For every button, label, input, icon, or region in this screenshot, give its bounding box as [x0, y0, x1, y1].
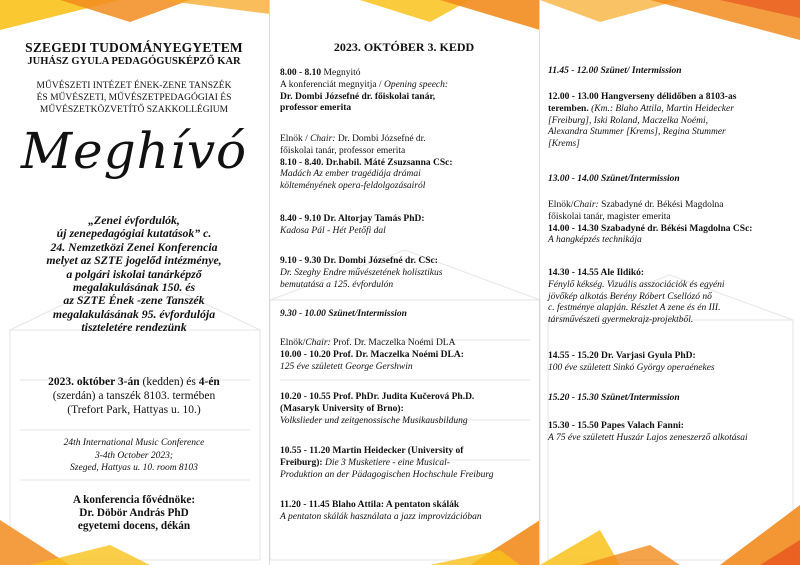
- faculty-name: JUHÁSZ GYULA PEDAGÓGUSKÉPZŐ KAR: [27, 56, 241, 67]
- program-text: A hangképzés technikája: [548, 235, 642, 246]
- program-text: [Freiburg], Iski Roland, Maczelka Noémi,: [548, 115, 708, 126]
- program-text: Elnök/: [280, 338, 306, 348]
- program-item: [280, 256, 532, 291]
- program-item: [280, 68, 532, 115]
- program-text: bemutatása a 125. évfordulón: [280, 279, 394, 290]
- program-text: 9.30 - 10.00 Szünet/Intermission: [280, 309, 407, 319]
- program-line: [548, 303, 794, 315]
- program-text: Opening speech:: [383, 79, 449, 90]
- program-line: [280, 309, 532, 321]
- program-text: 11.20 - 11.45 Blaho Attila: A pentaton skálák: [280, 500, 460, 510]
- program-text: A pentaton skálák használata a jazz improvizációban: [280, 511, 482, 522]
- program-line: [280, 512, 532, 524]
- program-text: 15.20 - 15.30 Szünet/Intermission: [548, 393, 680, 403]
- program-line: [280, 103, 532, 115]
- program-text: Elnök /: [280, 134, 311, 144]
- program-line: [280, 338, 532, 350]
- institute-name: MŰVÉSZETI INTÉZET ÉNEK-ZENE TANSZÉK ÉS MŰVÉSZETI, MŰVÉSZETPEDAGÓGIAI ÉS MŰVÉSZETKÖZVETÍTŐ SZAKKOLLÉGIUM: [36, 81, 232, 115]
- program-text: 14.00 - 14.30 Szabadyné dr. Békési Magdolna CSc:: [548, 223, 753, 234]
- program-line: [280, 226, 532, 238]
- program-text: professor emerita: [280, 103, 352, 114]
- program-text: 14.55 - 15.20 Dr. Varjasi Gyula PhD:: [548, 351, 696, 361]
- program-line: [548, 127, 794, 139]
- program-item: [548, 92, 794, 151]
- program-line: [548, 66, 794, 78]
- program-line: [280, 404, 532, 416]
- program-line: [548, 200, 794, 212]
- program-text: Chair:: [305, 338, 331, 348]
- program-text: Dr. Dombi Józsefné dr.: [335, 134, 426, 144]
- program-text: Die 3 Musketiere - eine Musical-: [322, 457, 450, 468]
- middle-panel: [270, 0, 538, 565]
- program-line: [548, 116, 794, 128]
- conference-description: „Zenei évfordulók, új zenepedagógiai kutatások” c. 24. Nemzetközi Zenei Konferencia melyet az SZTE jogelőd intézménye, a polgári iskolai tanárképző megalakulásának 150. és az SZTE Ének -zene Tanszék megalakulásának 95. évfordulója tiszteletére rendezünk: [46, 213, 222, 335]
- program-line: [280, 80, 532, 92]
- program-item: [548, 268, 794, 327]
- program-text: Dr. Dombi Józsefné dr. főiskolai tanár,: [280, 91, 436, 102]
- program-item: [548, 174, 794, 186]
- program-text: 125 éve született George Gershwin: [280, 361, 413, 372]
- program-item: [548, 393, 794, 405]
- program-line: [280, 350, 532, 362]
- program-line: [280, 500, 532, 512]
- program-text: 8.40 - 9.10 Dr. Altorjay Tamás PhD:: [280, 214, 425, 224]
- invitation-title: Meghívó: [20, 122, 248, 180]
- program-text: [Krems]: [548, 139, 580, 150]
- program-text: Dr. Szeghy Endre művészetének holisztikus: [280, 267, 443, 278]
- program-line: [548, 433, 794, 445]
- program-line: [548, 212, 794, 224]
- program-item: [280, 338, 532, 373]
- program-text: A konferenciát megnyitja /: [280, 79, 384, 90]
- program-line: [280, 416, 532, 428]
- program-item: [548, 351, 794, 375]
- program-line: [548, 315, 794, 327]
- program-line: [280, 181, 532, 193]
- program-text: jövőkép alkotás Berény Róbert Csellózó nő: [548, 291, 712, 302]
- program-text: teremben.: [548, 103, 589, 114]
- program-line: [280, 214, 532, 226]
- program-line: [280, 280, 532, 292]
- program-line: [280, 134, 532, 146]
- program-text: 15.30 - 15.50 Papes Valach Fanni:: [548, 421, 684, 431]
- program-text: Produktion an der Pädagogischen Hochschule Freiburg: [280, 469, 494, 480]
- program-line: [280, 92, 532, 104]
- program-text: (Km.: Blaho Attila, Martin Heidecker: [588, 103, 734, 114]
- program-item: [548, 421, 794, 445]
- program-line: [548, 393, 794, 405]
- program-item: [280, 500, 532, 524]
- program-text: 8.10 - 8.40. Dr.habil. Máté Zsuzsanna CSc:: [280, 157, 453, 168]
- program-line: [548, 292, 794, 304]
- program-text: Chair:: [573, 200, 599, 210]
- program-line: [548, 139, 794, 151]
- program-line: [548, 224, 794, 236]
- program-text: 12.00 - 13.00 Hangverseny délidőben a 8103-as: [548, 92, 737, 102]
- program-text: költeményének opera-feldolgozásairól: [280, 181, 426, 192]
- program-line: [280, 268, 532, 280]
- program-line: [548, 421, 794, 433]
- conference-date-venue: 2023. október 3-án (kedden) és 4-én (szerdán) a tanszék 8103. termében (Trefort Park, Hattyas u. 10.): [48, 376, 220, 416]
- program-text: Fénylő kékség. Vizuális asszociációk és egyéni: [548, 279, 725, 290]
- program-text: Elnök/: [548, 200, 574, 210]
- program-text: Szabadyné dr. Békési Magdolna: [598, 200, 724, 210]
- program-item: [280, 214, 532, 238]
- program-text: főiskolai tanár, professor emerita: [280, 145, 406, 156]
- program-text: Freiburg):: [280, 457, 323, 468]
- right-panel: [540, 0, 800, 565]
- program-line: [280, 146, 532, 158]
- program-text: főiskolai tanár, magister emerita: [548, 211, 671, 222]
- program-text: 8.00 - 8.10: [280, 68, 322, 78]
- program-line: [548, 92, 794, 104]
- program-item: [280, 392, 532, 427]
- program-item: [548, 200, 794, 247]
- program-line: [280, 392, 532, 404]
- day-header: 2023. OKTÓBER 3. KEDD: [333, 40, 475, 54]
- program-text: Madách Az ember tragédiája drámai: [280, 169, 421, 180]
- program-text: 11.45 - 12.00 Szünet/ Intermission: [548, 66, 682, 76]
- program-text: Chair:: [310, 134, 336, 144]
- program-line: [548, 268, 794, 280]
- program-line: [280, 158, 532, 170]
- program-text: 13.00 - 14.00 Szünet/Intermission: [548, 174, 680, 184]
- program-text: 10.55 - 11.20 Martin Heidecker (University of: [280, 446, 464, 456]
- program-text: Megnyitó: [321, 68, 361, 78]
- program-text: társművészeti gyermekrajz-projektből.: [548, 315, 694, 326]
- program-line: [280, 458, 532, 470]
- english-info: 24th International Music Conference 3-4th October 2023; Szeged, Hattyas u. 10. room 8103: [63, 438, 205, 473]
- program-line: [280, 169, 532, 181]
- program-line: [280, 446, 532, 458]
- program-line: [548, 363, 794, 375]
- conference-patron: A konferencia fővédnöke: Dr. Döbör András PhD egyetemi docens, dékán: [72, 494, 196, 533]
- program-text: 10.20 - 10.55 Prof. PhDr. Judita Kučerová Ph.D.: [280, 392, 475, 402]
- program-text: Prof. Dr. Maczelka Noémi DLA: [330, 338, 456, 348]
- program-line: [548, 351, 794, 363]
- program-item: [280, 309, 532, 321]
- program-text: A 75 éve született Huszár Lajos zeneszerző alkotásai: [548, 432, 748, 443]
- university-name: SZEGEDI TUDOMÁNYEGYETEM: [25, 40, 243, 55]
- program-line: [280, 470, 532, 482]
- program-text: 10.00 - 10.20 Prof. Dr. Maczelka Noémi DLA:: [280, 349, 464, 360]
- program-text: c. festménye alapján. Részlet A zene és én III.: [548, 303, 721, 314]
- program-text: Kadosa Pál - Hét Petőfi dal: [280, 225, 386, 236]
- program-line: [280, 256, 532, 268]
- left-panel: [0, 0, 268, 565]
- program-line: [548, 280, 794, 292]
- program-line: [548, 174, 794, 186]
- program-text: Volkslieder und zeitgenossische Musikausbildung: [280, 415, 468, 426]
- program-text: 100 éve született Sinkó György operaénekes: [548, 362, 715, 373]
- program-line: [548, 104, 794, 116]
- program-text: Alexandra Stummer [Krems], Regina Stummer: [548, 127, 726, 138]
- program-item: [548, 66, 794, 78]
- program-item: [280, 134, 532, 193]
- program-line: [548, 235, 794, 247]
- program-text: 14.30 - 14.55 Ale Ildikó:: [548, 268, 645, 278]
- program-text: (Masaryk University of Brno):: [280, 403, 404, 414]
- program-item: [280, 446, 532, 481]
- program-text: 9.10 - 9.30 Dr. Dombi Józsefné dr. CSc:: [280, 256, 438, 266]
- program-line: [280, 362, 532, 374]
- program-line: [280, 68, 532, 80]
